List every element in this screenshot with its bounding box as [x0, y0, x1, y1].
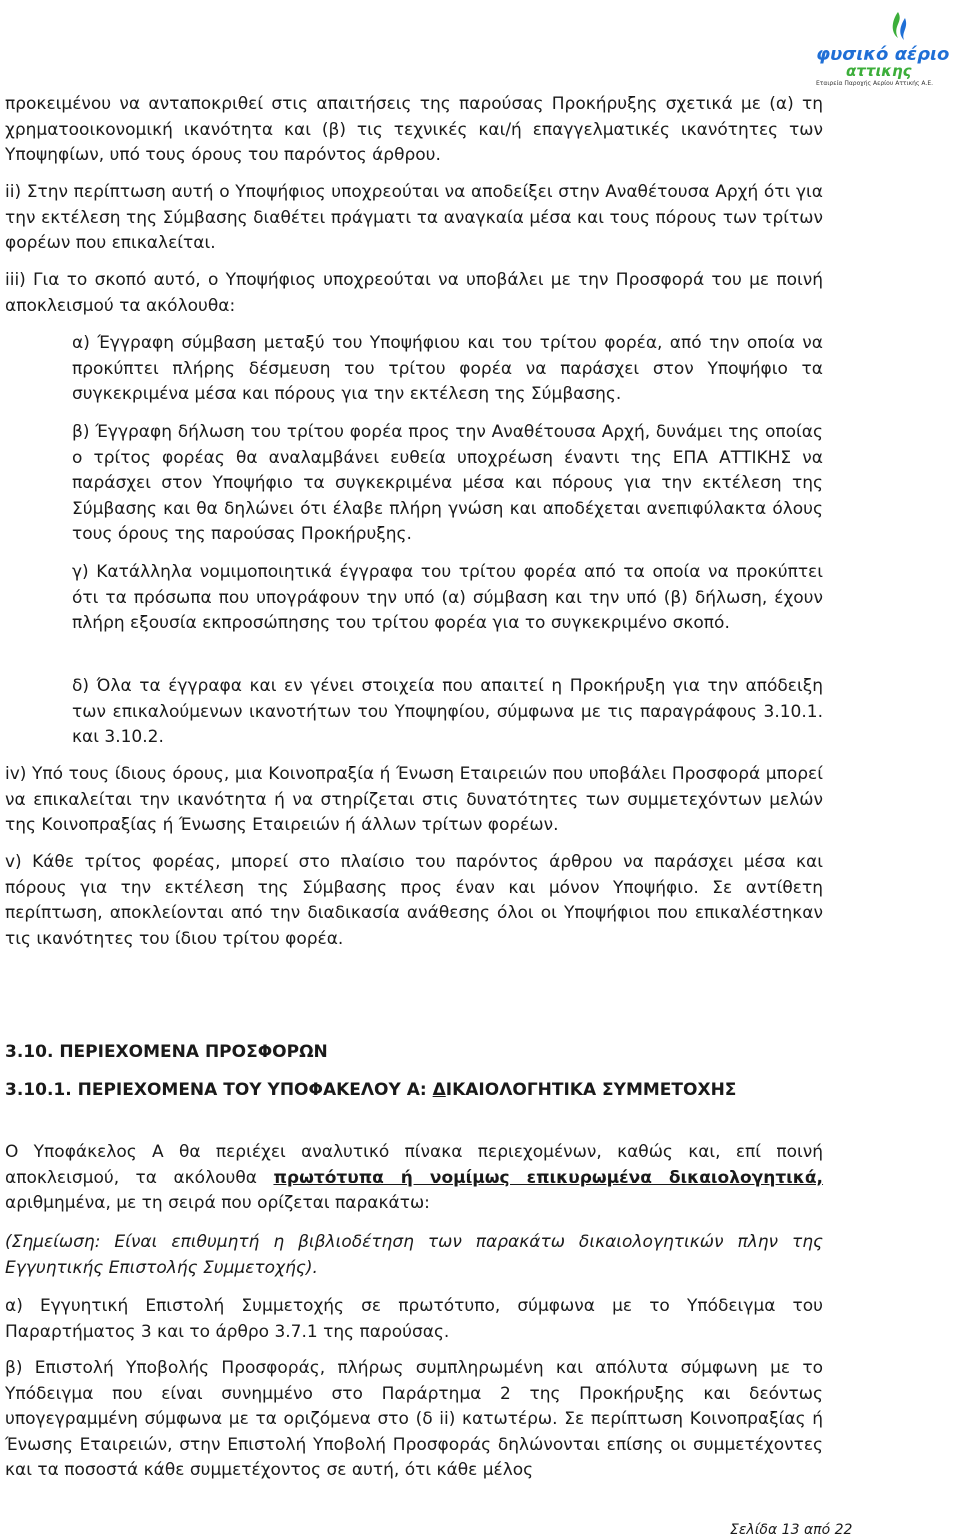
section-heading: 3.10. ΠΕΡΙΕΧΟΜΕΝΑ ΠΡΟΣΦΟΡΩΝ — [5, 1042, 328, 1062]
subsection-heading-prefix: 3.10.1. ΠΕΡΙΕΧΟΜΕΝΑ ΤΟΥ ΥΠΟΦΑΚΕΛΟΥ Α: — [5, 1080, 433, 1100]
section-intro-before: Ο Υποφάκελος Α θα περιέχει αναλυτικό πίνακα περιεχομένων, καθώς και, επί ποινή αποκλεισμού, τα ακόλουθα — [5, 1142, 823, 1188]
subsection-heading — [5, 1078, 823, 1104]
section-item-b: β) Επιστολή Υποβολής Προσφοράς, πλήρως συμπληρωμένη και απόλυτα σύμφωνη με το Υπόδειγμα που είναι συνημμένο στο Παράρτημα 2 της Προκήρυξης και δεόντως υπογεγραμμένη σύμφωνα με τα οριζόμενα στο (δ ii) κατωτέρω. Σε περίπτωση Κοινοπραξίας ή Ένωσης Εταιρειών, στην Επιστολή Υποβολή Προσφοράς δηλώνονται επίσης οι συμμετέχοντες και τα ποσοστά κάθε συμμετέχοντος σε αυτή, ότι κάθε μέλος — [5, 1358, 823, 1480]
logo-line2: αττικης — [846, 62, 912, 80]
paragraph-intro: προκειμένου να ανταποκριθεί στις απαιτήσεις της παρούσας Προκήρυξης σχετικά με (α) τη χρηματοοικονομική ικανότητα και (β) τις τεχνικές και/ή επαγγελματικές ικανότητες των Υποψηφίων, υπό τους όρους του παρόντος άρθρου. — [5, 94, 823, 165]
section-intro-bold: πρωτότυπα ή νομίμως επικυρωμένα δικαιολογητικά, — [273, 1167, 824, 1188]
flame-icon — [893, 12, 906, 40]
section-item-a: α) Εγγυητική Επιστολή Συμμετοχής σε πρωτότυπο, σύμφωνα με το Υπόδειγμα του Παραρτήματος 3 και το άρθρο 3.7.1 της παρούσας. — [5, 1296, 823, 1342]
logo-line1: φυσικό αέριο — [816, 44, 950, 65]
logo-tagline: Εταιρεία Παροχής Αερίου Αττικής Α.Ε. — [816, 80, 934, 86]
company-logo — [812, 8, 958, 86]
list-item-c: γ) Κατάλληλα νομιμοποιητικά έγγραφα του τρίτου φορέα από τα οποία να προκύπτει ότι τα πρόσωπα που υπογράφουν την υπό (α) σύμβαση και την υπό (β) δήλωση, έχουν πλήρη εξουσία εκπροσώπησης του τρίτου φορέα για το συγκεκριμένο σκοπό. — [72, 562, 823, 633]
paragraph-v: v) Κάθε τρίτος φορέας, μπορεί στο πλαίσιο του παρόντος άρθρου να παράσχει μέσα και πόρους για την εκτέλεση της Σύμβασης προς έναν και μόνον Υποψήφιο. Σε αντίθετη περίπτωση, αποκλείονται από την διαδικασία ανάθεσης όλοι οι Υποψήφιοι που επικαλέστηκαν τις ικανότητες του ίδιου τρίτου φορέα. — [5, 852, 823, 949]
paragraph-iii: iii) Για το σκοπό αυτό, ο Υποψήφιος υποχρεούται να υποβάλει με την Προσφορά του με ποινή αποκλεισμού τα ακόλουθα: — [5, 270, 823, 316]
list-item-d: δ) Όλα τα έγγραφα και εν γένει στοιχεία που απαιτεί η Προκήρυξη για την απόδειξη των επικαλούμενων ικανοτήτων του Υποψηφίου, σύμφωνα με τις παραγράφους 3.10.1. και 3.10.2. — [72, 676, 823, 747]
list-item-b: β) Έγγραφη δήλωση του τρίτου φορέα προς την Αναθέτουσα Αρχή, δυνάμει της οποίας ο τρίτος φορέας θα αναλαμβάνει ευθεία υποχρέωση έναντι της ΕΠΑ ΑΤΤΙΚΗΣ να παράσχει στον Υποψήφιο τα συγκεκριμένα μέσα και πόρους για την εκτέλεση της Σύμβασης και θα δηλώνει ότι έλαβε πλήρη γνώση και αποδέχεται ανεπιφύλακτα όλους τους όρους της παρούσας Προκήρυξης. — [72, 422, 823, 544]
section-note: (Σημείωση: Είναι επιθυμητή η βιβλιοδέτηση των παρακάτω δικαιολογητικών πλην της Εγγυητικής Επιστολής Συμμετοχής). — [5, 1232, 823, 1278]
section-intro-after: αριθμημένα, με τη σειρά που ορίζεται παρακάτω: — [5, 1193, 430, 1213]
page-number: Σελίδα 13 από 22 — [730, 1522, 853, 1538]
paragraph-iv: iv) Υπό τους ίδιους όρους, μια Κοινοπραξία ή Ένωση Εταιρειών που υποβάλει Προσφορά μπορεί να επικαλείται την ικανότητα ή να στηρίζεται στις δυνατότητες των συμμετεχόντων μελών της Κοινοπραξίας ή Ένωσης Εταιρειών ή άλλων τρίτων φορέων. — [5, 764, 823, 835]
section-intro — [5, 1140, 823, 1217]
subsection-heading-underlined: Δ — [432, 1080, 446, 1100]
paragraph-ii: ii) Στην περίπτωση αυτή ο Υποψήφιος υποχρεούται να αποδείξει στην Αναθέτουσα Αρχή ότι για την εκτέλεση της Σύμβασης διαθέτει πράγματι τα αναγκαία μέσα και τους πόρους των τρίτων φορέων που επικαλείται. — [5, 182, 823, 253]
subsection-heading-rest: ΙΚΑΙΟΛΟΓΗΤΙΚΑ ΣΥΜΜΕΤΟΧΗΣ — [445, 1080, 737, 1100]
list-item-a: α) Έγγραφη σύμβαση μεταξύ του Υποψήφιου και του τρίτου φορέα, από την οποία να προκύπτει πλήρης δέσμευση του τρίτου φορέα να παράσχει στον Υποψήφιο τα συγκεκριμένα μέσα και πόρους για την εκτέλεση της Σύμβασης. — [72, 333, 823, 404]
